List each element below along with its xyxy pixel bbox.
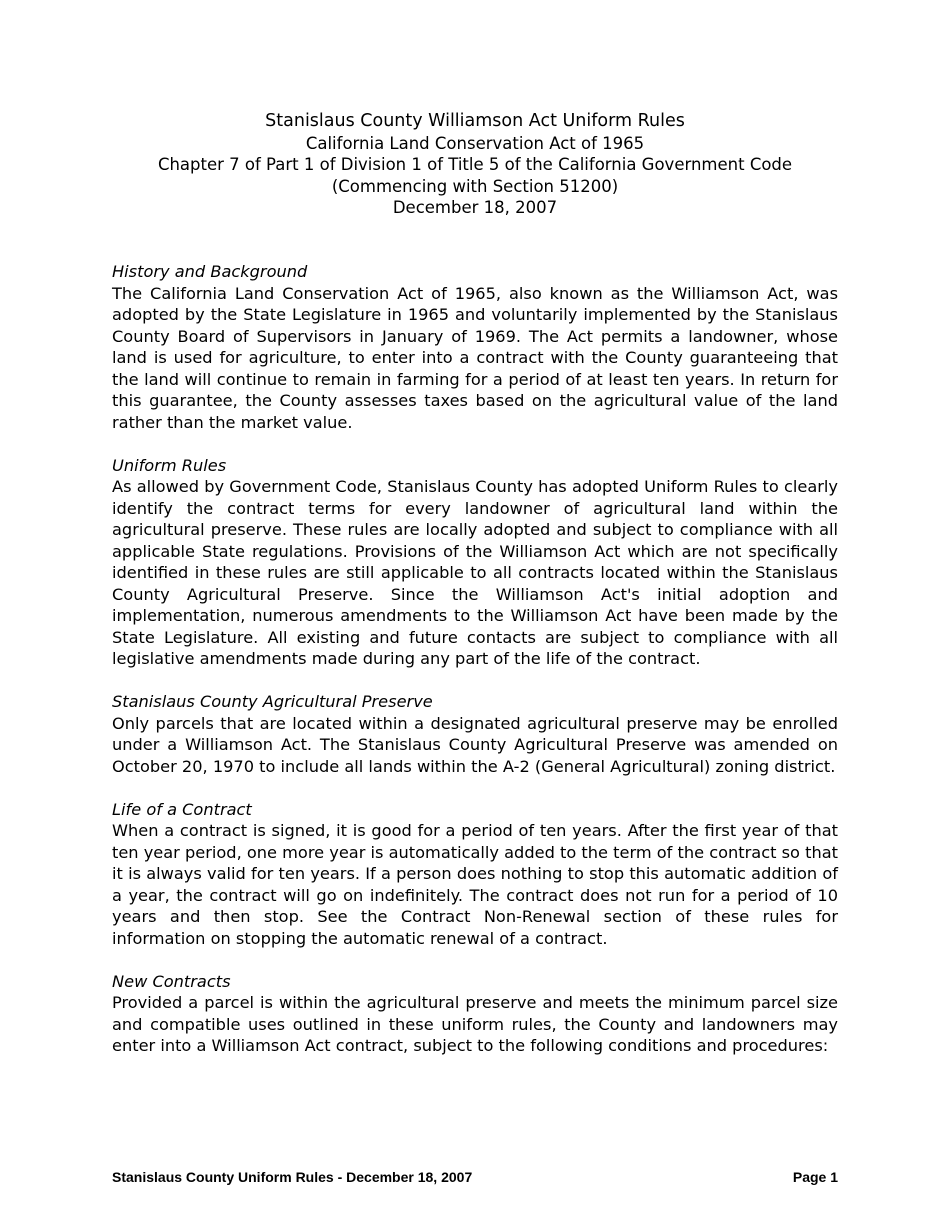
document-title: Stanislaus County Williamson Act Uniform Rules — [265, 111, 685, 131]
document-subtitle: California Land Conservation Act of 1965 — [305, 133, 645, 153]
page-number: Page 1 — [792, 1169, 838, 1185]
section-agricultural-preserve — [112, 691, 838, 777]
section-heading: Life of a Contract — [112, 799, 252, 819]
section-new-contracts — [112, 971, 838, 1057]
section-heading: Stanislaus County Agricultural Preserve — [112, 692, 433, 711]
section-reference: (Commencing with Section 51200) — [331, 176, 619, 196]
document-body — [112, 261, 838, 1078]
section-life-of-a-contract — [112, 799, 838, 950]
document-header — [112, 111, 838, 219]
code-reference: Chapter 7 of Part 1 of Division 1 of Title 5 of the California Government Code — [157, 155, 793, 174]
section-paragraph: As allowed by Government Code, Stanislaus County has adopted Uniform Rules to clearly identify the contract terms for every landowner of agricultural land within the agricultural preserve. These rules are locally adopted and subject to compliance with all applicable State regulations. Provisions of the Williamson Act which are not specifically identified in these rules are still applicable to all contracts located within the Stanislaus County Agricultural Preserve. Since the Williamson Act's initial adoption and implementation, numerous amendments to the Williamson Act have been made by the State Legislature. All existing and future contacts are subject to compliance with all legislative amendments made during any part of the life of the contract. — [112, 477, 838, 668]
section-heading: New Contracts — [112, 971, 231, 991]
section-heading: History and Background — [112, 262, 308, 281]
section-paragraph: When a contract is signed, it is good for a period of ten years. After the first year of that ten year period, one more year is automatically added to the term of the contract so that it is always valid for ten years. If a person does nothing to stop this automatic addition of a year, the contract will go on indefinitely. The contract does not run for a period of 10 years and then stop. See the Contract Non-Renewal section of these rules for information on stopping the automatic renewal of a contract. — [112, 821, 838, 948]
section-uniform-rules — [112, 455, 838, 670]
document-date: December 18, 2007 — [392, 198, 558, 217]
section-paragraph: Provided a parcel is within the agricultural preserve and meets the minimum parcel size and compatible uses outlined in these uniform rules, the County and landowners may enter into a Williamson Act contract, subject to the following conditions and procedures: — [112, 993, 838, 1055]
section-history-and-background — [112, 261, 838, 433]
section-paragraph: The California Land Conservation Act of 1965, also known as the Williamson Act, was adopted by the State Legislature in 1965 and voluntarily implemented by the Stanislaus County Board of Supervisors in January of 1969. The Act permits a landowner, whose land is used for agriculture, to enter into a contract with the County guaranteeing that the land will continue to remain in farming for a period of at least ten years. In return for this guarantee, the County assesses taxes based on the agricultural value of the land rather than the market value. — [112, 283, 838, 432]
footer-document-label: Stanislaus County Uniform Rules - December 18, 2007 — [112, 1169, 473, 1185]
section-heading: Uniform Rules — [112, 455, 227, 475]
section-paragraph: Only parcels that are located within a designated agricultural preserve may be enrolled under a Williamson Act. The Stanislaus County Agricultural Preserve was amended on October 20, 1970 to include all lands within the A-2 (General Agricultural) zoning district. — [112, 713, 838, 776]
